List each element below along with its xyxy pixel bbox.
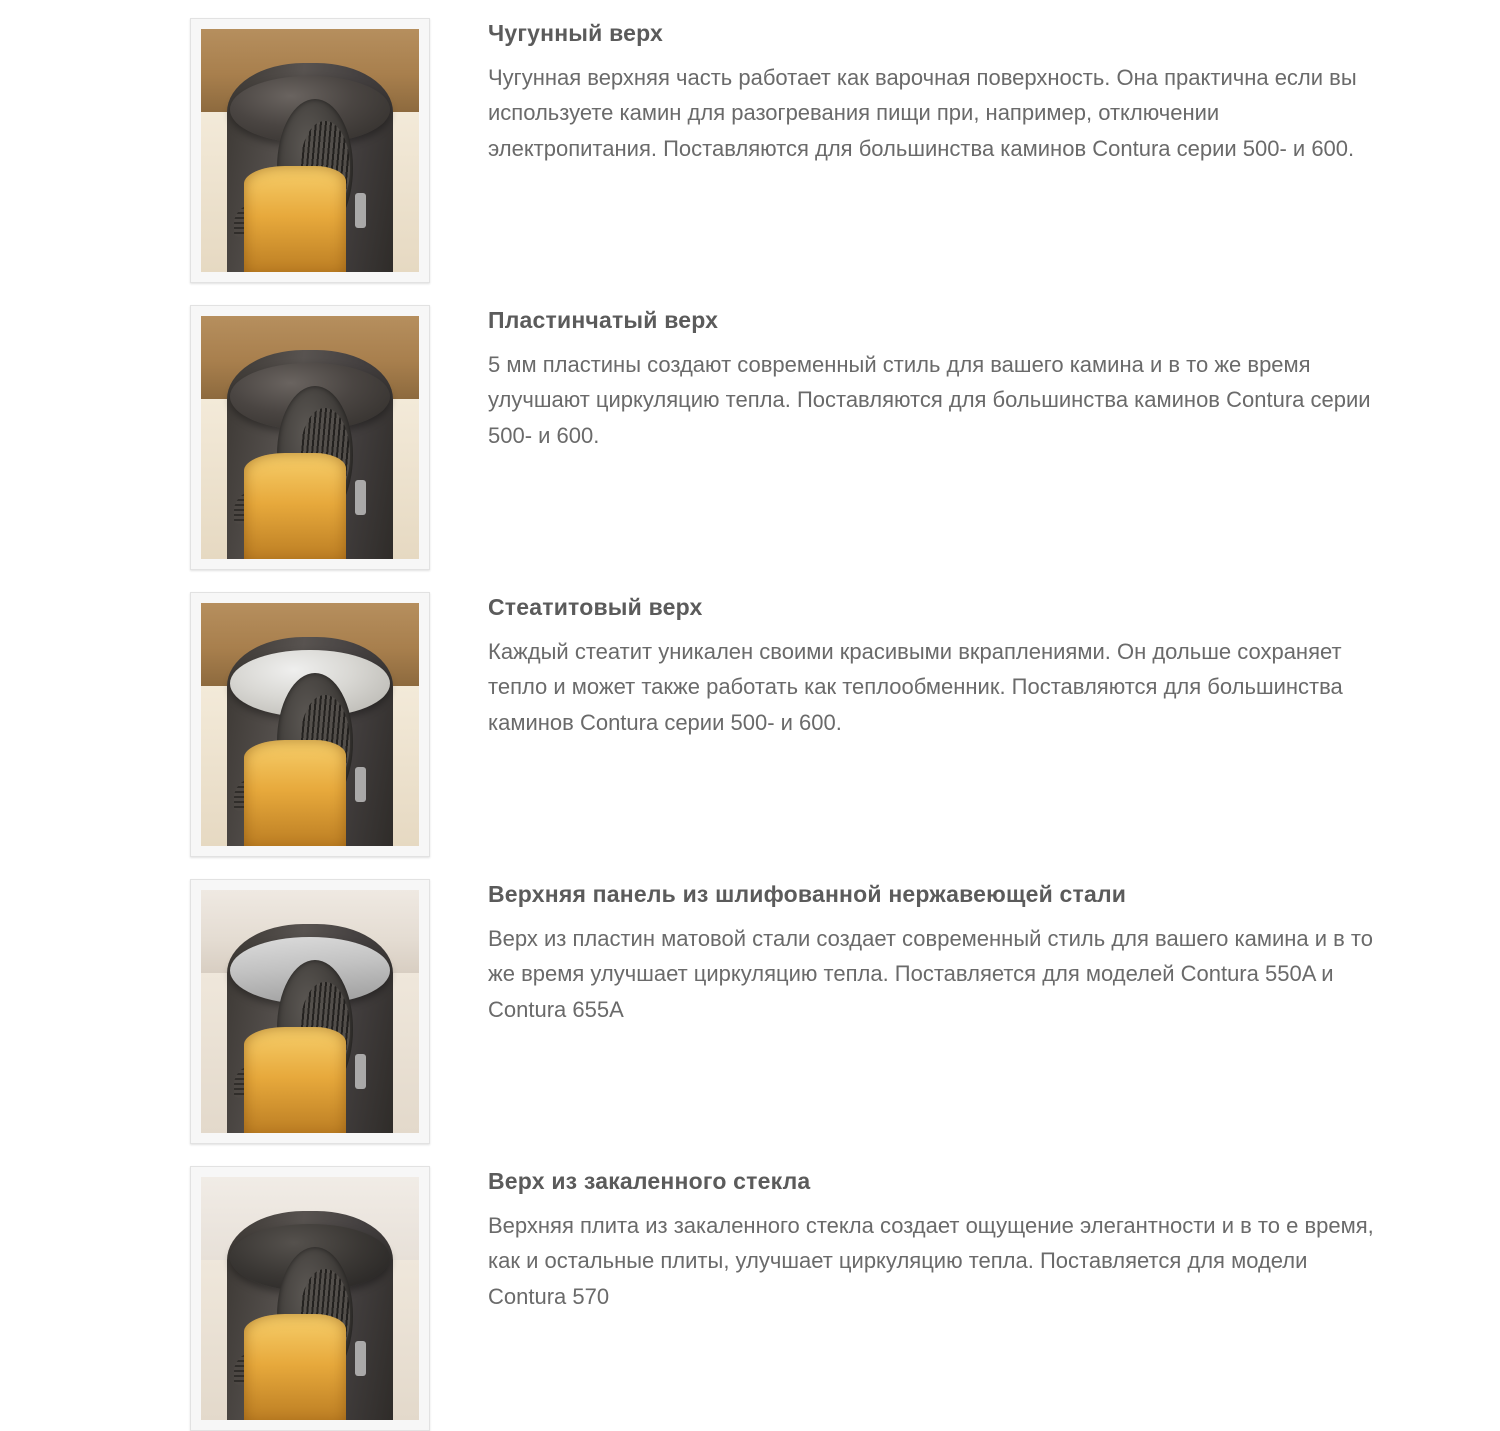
feature-image-frame[interactable] <box>190 305 430 570</box>
stove-photo-plate <box>201 316 419 559</box>
stove-body <box>227 924 393 1133</box>
feature-text-block <box>430 592 1440 740</box>
feature-title: Стеатитовый верх <box>488 594 703 620</box>
stove-photo-soapstone <box>201 603 419 846</box>
feature-text-block <box>430 305 1440 453</box>
feature-item-tempered-glass-top <box>0 1166 1500 1431</box>
door-handle <box>355 767 367 803</box>
fire-window <box>244 453 347 559</box>
feature-description: 5 мм пластины создают современный стиль для вашего камина и в то же время улучшают циркуляцию тепла. Поставляются для большинства каминов Contura серии 500- и 600. <box>488 351 1371 448</box>
feature-item-plate-top <box>0 305 1500 570</box>
door-handle <box>355 193 367 229</box>
stove-body <box>227 350 393 559</box>
fire-window <box>244 740 347 846</box>
door-handle <box>355 480 367 516</box>
feature-title: Пластинчатый верх <box>488 307 719 333</box>
feature-description: Верх из пластин матовой стали создает современный стиль для вашего камина и в то же время улучшает циркуляцию тепла. Поставляется для моделей Contura 550A и Contura 655A <box>488 925 1373 1022</box>
feature-image-frame[interactable] <box>190 18 430 283</box>
feature-item-cast-iron-top <box>0 18 1500 283</box>
feature-image-frame[interactable] <box>190 592 430 857</box>
feature-title: Верхняя панель из шлифованной нержавеющей стали <box>488 881 1127 907</box>
feature-list <box>0 18 1500 1431</box>
feature-description: Каждый стеатит уникален своими красивыми вкраплениями. Он дольше сохраняет тепло и может также работать как теплообменник. Поставляются для большинства каминов Contura серии 500- и 600. <box>488 638 1343 735</box>
fire-window <box>244 1027 347 1133</box>
feature-item-soapstone-top <box>0 592 1500 857</box>
feature-title: Верх из закаленного стекла <box>488 1168 811 1194</box>
feature-text-block <box>430 1166 1440 1314</box>
feature-title: Чугунный верх <box>488 20 664 46</box>
stove-body <box>227 637 393 846</box>
stove-photo-cast-iron <box>201 29 419 272</box>
stove-photo-glass <box>201 1177 419 1420</box>
feature-image-frame[interactable] <box>190 879 430 1144</box>
feature-item-brushed-steel-top <box>0 879 1500 1144</box>
feature-description: Верхняя плита из закаленного стекла создает ощущение элегантности и в то е время, как и остальные плиты, улучшает циркуляцию тепла. Поставляется для модели Contura 570 <box>488 1212 1374 1309</box>
stove-body <box>227 63 393 272</box>
feature-text-block <box>430 18 1440 166</box>
door-handle <box>355 1341 367 1377</box>
stove-body <box>227 1211 393 1420</box>
feature-image-frame[interactable] <box>190 1166 430 1431</box>
feature-text-block <box>430 879 1440 1027</box>
feature-description: Чугунная верхняя часть работает как варочная поверхность. Она практична если вы используете камин для разогревания пищи при, например, отключении электропитания. Поставляются для большинства каминов Contura серии 500- и 600. <box>488 64 1357 161</box>
stove-photo-steel <box>201 890 419 1133</box>
fire-window <box>244 1314 347 1420</box>
door-handle <box>355 1054 367 1090</box>
fire-window <box>244 166 347 272</box>
